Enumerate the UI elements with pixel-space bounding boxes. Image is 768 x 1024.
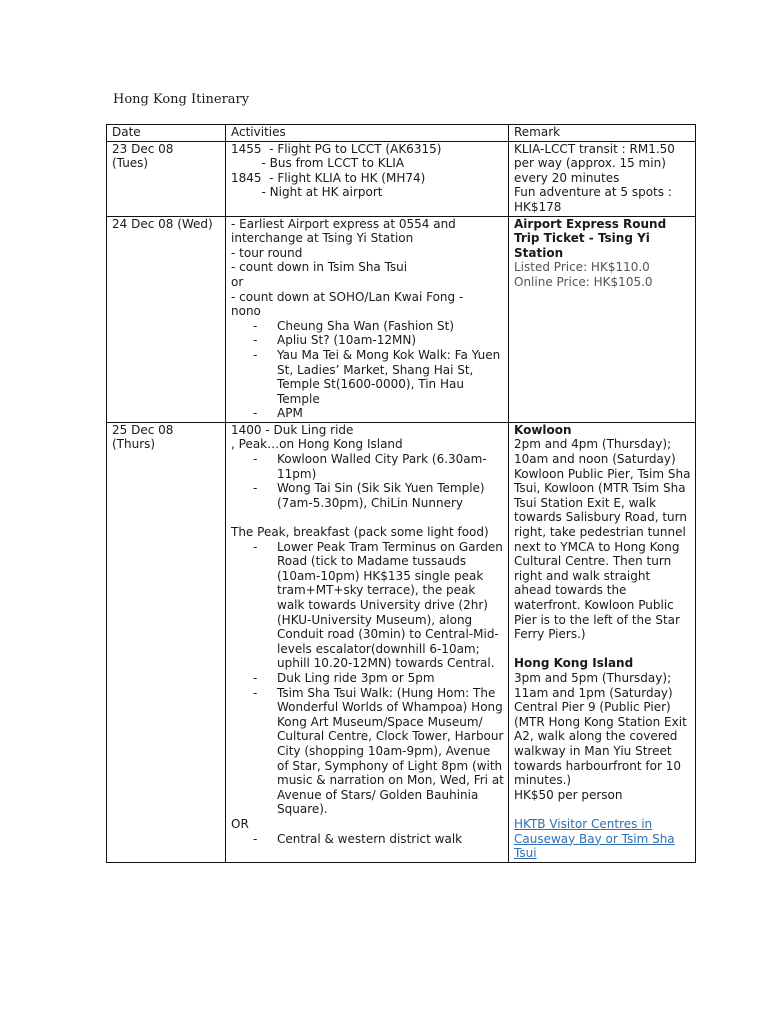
activity-line: - Earliest Airport express at 0554 and <box>231 216 456 231</box>
remark-heading-kowloon: Kowloon <box>514 422 572 437</box>
activity-line: - tour round <box>231 245 303 260</box>
list-item: - Yau Ma Tei & Mong Kok Walk: Fa Yuen St, Ladies’ Market, Shang Hai St, Temple St(1600-0000), Tin Hau Temple <box>231 348 504 406</box>
activity-line: - Night at HK airport <box>231 185 383 200</box>
activity-line: The Peak, breakfast (pack some light food) <box>231 525 489 540</box>
remark-line: Listed Price: HK$110.0 <box>514 260 650 275</box>
remark-price: HK$50 per person <box>514 787 623 802</box>
header-remark: Remark <box>509 125 696 142</box>
remark-text-kowloon: 2pm and 4pm (Thursday); 10am and noon (Saturday) Kowloon Public Pier, Tsim Sha Tsui, Kowloon (MTR Tsim Sha Tsui Station Exit E, walk towards Salisbury Road, turn right, take pedestrian tunnel next to YMCA to Hong Kong Cultural Centre. Then turn right and walk straight ahead towards the waterfront. Kowloon Public Pier is to the left of the Star Ferry Piers.) <box>514 437 691 642</box>
header-activities: Activities <box>226 125 509 142</box>
activities-cell <box>226 141 509 216</box>
activity-line: , Peak…on Hong Kong Island <box>231 437 403 452</box>
date-line: (Thurs) <box>112 437 156 452</box>
activity-line: OR <box>231 816 249 831</box>
remark-text-hk-island: 3pm and 5pm (Thursday); 11am and 1pm (Saturday) Central Pier 9 (Public Pier) (MTR Hong Kong Station Exit A2, walk along the covered walkway in Man Yiu Street towards harbourfront for 10 minutes.) <box>514 670 687 788</box>
activity-list <box>231 832 504 847</box>
list-item: - Wong Tai Sin (Sik Sik Yuen Temple) (7am-5.30pm), ChiLin Nunnery <box>231 481 504 510</box>
remark-line: Fun adventure at 5 spots : <box>514 185 672 200</box>
date-cell <box>107 141 226 216</box>
activity-line: - count down at SOHO/Lan Kwai Fong - <box>231 289 464 304</box>
header-date: Date <box>107 125 226 142</box>
list-item: - Kowloon Walled City Park (6.30am-11pm) <box>231 452 504 481</box>
list-item: - Tsim Sha Tsui Walk: (Hung Hom: The Wonderful Worlds of Whampoa) Hong Kong Art Museum/Space Museum/ Cultural Centre, Clock Tower, Harbour City (shopping 10am-9pm), Avenue of Star, Symphony of Light 8pm (with music & narration on Mon, Wed, Fri at Avenue of Stars/ Golden Bauhinia Square). <box>231 686 504 817</box>
date-line: 23 Dec 08 <box>112 141 174 156</box>
activity-line: or <box>231 274 244 289</box>
activity-line: - count down in Tsim Sha Tsui <box>231 260 408 275</box>
date-cell <box>107 422 226 862</box>
remark-line: per way (approx. 15 min) <box>514 156 666 171</box>
document-title: Hong Kong Itinerary <box>113 92 250 107</box>
date-line: 24 Dec 08 (Wed) <box>112 216 213 231</box>
activity-line: - Bus from LCCT to KLIA <box>231 156 405 171</box>
remark-heading: Airport Express Round Trip Ticket - Tsing Yi Station <box>514 216 667 260</box>
date-line: 25 Dec 08 <box>112 422 174 437</box>
remark-cell <box>509 216 696 422</box>
itinerary-table <box>106 124 696 863</box>
activities-cell <box>226 422 509 862</box>
date-line: (Tues) <box>112 156 149 171</box>
remark-line: HK$178 <box>514 199 562 214</box>
activity-line: nono <box>231 304 261 319</box>
list-item: - APM <box>231 406 504 421</box>
activity-line: 1845 - Flight KLIA to HK (MH74) <box>231 170 426 185</box>
activities-cell <box>226 216 509 422</box>
activity-list <box>231 319 504 421</box>
date-cell <box>107 216 226 422</box>
list-item: - Lower Peak Tram Terminus on Garden Road (tick to Madame tussauds (10am-10pm) HK$135 single peak tram+MT+sky terrace), the peak walk towards University drive (2hr)(HKU-University Museum), along Conduit road (30min) to Central-Mid-levels escalator(downhill 6-10am; uphill 10.20-12MN) towards Central. <box>231 540 504 671</box>
table-row <box>107 422 696 862</box>
list-item: - Duk Ling ride 3pm or 5pm <box>231 671 504 686</box>
activity-line: 1455 - Flight PG to LCCT (AK6315) <box>231 141 442 156</box>
remark-line: KLIA-LCCT transit : RM1.50 <box>514 141 675 156</box>
remark-cell <box>509 141 696 216</box>
list-item: - Cheung Sha Wan (Fashion St) <box>231 319 504 334</box>
list-item: - Central & western district walk <box>231 832 504 847</box>
list-item: - Apliu St? (10am-12MN) <box>231 333 504 348</box>
remark-line: every 20 minutes <box>514 170 620 185</box>
remark-cell <box>509 422 696 862</box>
hktb-visitor-centres-link[interactable]: HKTB Visitor Centres in Causeway Bay or Tsim Sha Tsui <box>514 816 675 861</box>
table-header-row <box>107 125 696 142</box>
table-row <box>107 216 696 422</box>
activity-list <box>231 540 504 817</box>
activity-list <box>231 452 504 510</box>
remark-line: Online Price: HK$105.0 <box>514 274 653 289</box>
activity-line: interchange at Tsing Yi Station <box>231 231 414 246</box>
activity-line: 1400 - Duk Ling ride <box>231 422 354 437</box>
table-row <box>107 141 696 216</box>
remark-heading-hk-island: Hong Kong Island <box>514 656 634 671</box>
